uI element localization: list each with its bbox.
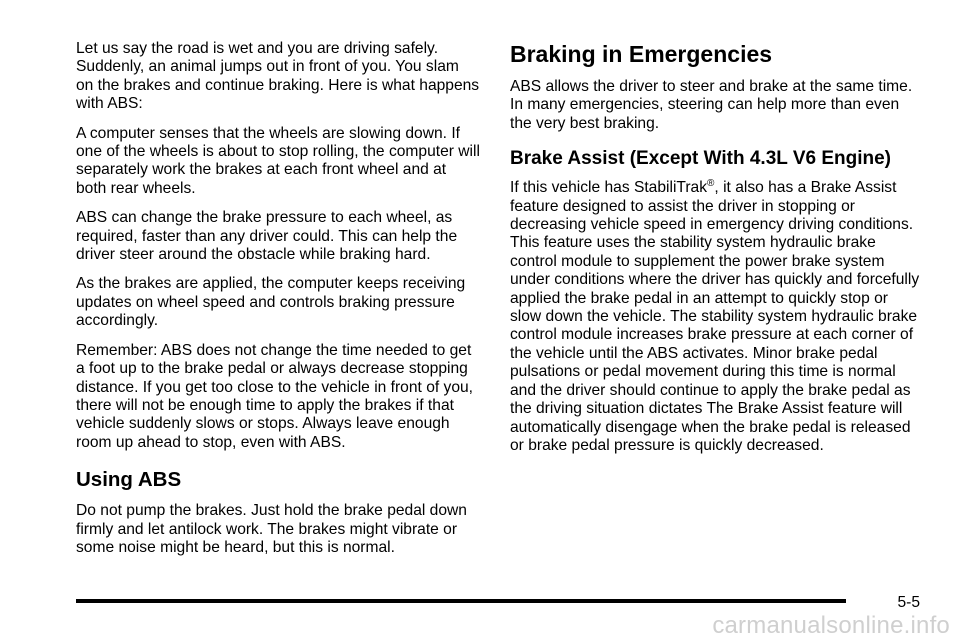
- paragraph-brake-assist: [510, 179, 920, 455]
- brake-assist-text-rest: , it also has a Brake Assist feature designed to assist the driver in stopping or decreasing vehicle speed in emergency driving conditions. This feature uses the stability system hydraulic brake control module to supplement the power brake system under conditions where the driver has quickly and forcefully applied the brake pedal in an attempt to quickly stop or slow down the vehicle. The stability system hydraulic brake control module increases brake pressure at each corner of the vehicle until the ABS activates. Minor brake pedal pulsations or pedal movement during this time is normal and the driver should continue to apply the brake pedal as the driving situation dictates The Brake Assist feature will automatically disengage when the brake pedal is released or brake pedal pressure is quickly decreased.: [510, 179, 920, 454]
- watermark: carmanualsonline.info: [712, 612, 950, 639]
- paragraph-updates: As the brakes are applied, the computer keeps receiving updates on wheel speed and controls braking pressure accordingly.: [76, 275, 466, 330]
- paragraph-brake-pressure: ABS can change the brake pressure to each wheel, as required, faster than any driver could. This can help the driver steer around the obstacle while braking hard.: [76, 209, 458, 264]
- paragraph-remember: Remember: ABS does not change the time needed to get a foot up to the brake pedal or always decrease stopping distance. If you get too close to the vehicle in front of you, there will not be enough time to apply the brakes if that vehicle suddenly slows or stops. Always leave enough room up ahead to stop, even with ABS.: [76, 341, 474, 451]
- paragraph-abs-allows: ABS allows the driver to steer and brake at the same time. In many emergencies, steering can help more than even the very best braking.: [510, 78, 913, 132]
- page-number: 5-5: [897, 594, 920, 611]
- brake-assist-text-start: If this vehicle has StabiliTrak: [510, 179, 708, 197]
- right-column: [510, 40, 920, 466]
- heading-using-abs: Using ABS: [76, 468, 182, 492]
- heading-braking-in-emergencies: Braking in Emergencies: [510, 41, 773, 67]
- registered-mark: ®: [707, 178, 715, 190]
- left-column: [76, 40, 480, 568]
- heading-brake-assist: Brake Assist (Except With 4.3L V6 Engine): [510, 148, 892, 170]
- paragraph-computer-senses: A computer senses that the wheels are slowing down. If one of the wheels is about to stop rolling, the computer will separately work the brakes at each front wheel and at both rear wheels.: [76, 124, 480, 197]
- paragraph-do-not-pump: Do not pump the brakes. Just hold the brake pedal down firmly and let antilock work. The brakes might vibrate or some noise might be heard, but this is normal.: [76, 502, 467, 556]
- paragraph-wet-road: Let us say the road is wet and you are driving safely. Suddenly, an animal jumps out in front of you. You slam on the brakes and continue braking. Here is what happens with ABS:: [76, 40, 480, 113]
- footer-rule: [76, 599, 846, 603]
